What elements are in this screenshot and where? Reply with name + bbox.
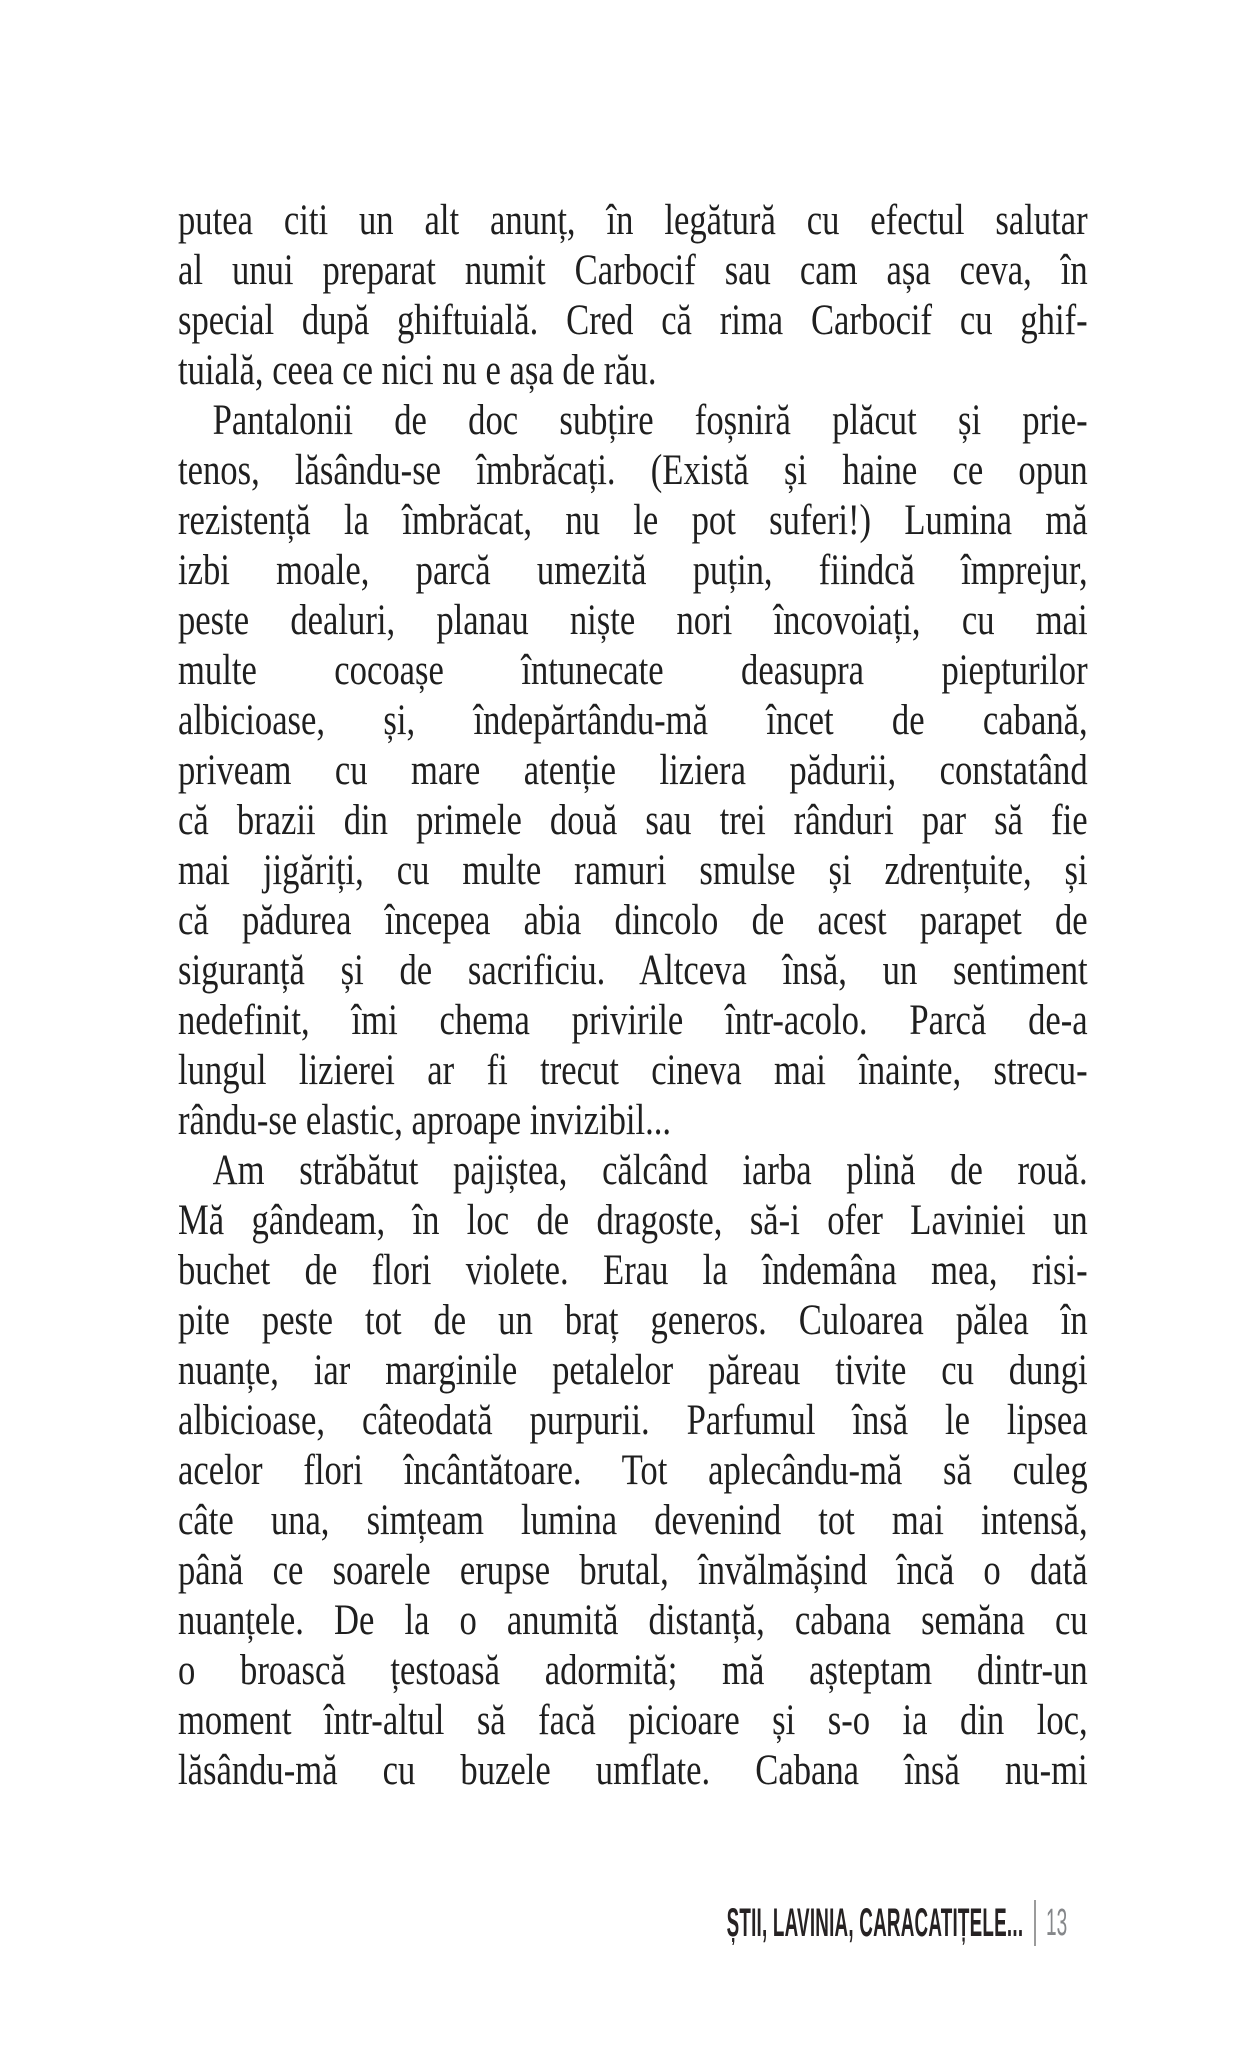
text-line: nuanțele. De la o anumită distanță, cabana semăna cu [178, 1597, 1088, 1644]
text-line: rându-se elastic, aproape invizibil... [178, 1097, 672, 1144]
footer-divider [1034, 1900, 1036, 1946]
text-line: mai jigăriți, cu multe ramuri smulse și zdrențuite, și [178, 847, 1088, 894]
text-line: câte una, simțeam lumina devenind tot mai intensă, [178, 1497, 1088, 1544]
text-line: pite peste tot de un braț generos. Culoarea pălea în [178, 1297, 1088, 1344]
text-line: lungul lizierei ar fi trecut cineva mai înainte, strecu- [178, 1047, 1088, 1094]
text-line: priveam cu mare atenție liziera pădurii, constatând [178, 747, 1088, 794]
text-line: Mă gândeam, în loc de dragoste, să-i ofer Laviniei un [178, 1197, 1088, 1244]
text-line: siguranță și de sacrificiu. Altceva însă, un sentiment [178, 947, 1088, 994]
text-line: albicioase, și, îndepărtându-mă încet de cabană, [178, 697, 1088, 744]
text-line: nuanțe, iar marginile petalelor păreau tivite cu dungi [178, 1347, 1088, 1394]
text-line: rezistență la îmbrăcat, nu le pot suferi!) Lumina mă [178, 497, 1088, 544]
text-line: izbi moale, parcă umezită puțin, fiindcă împrejur, [178, 547, 1088, 594]
text-line: Am străbătut pajiștea, călcând iarba plină de rouă. [212, 1147, 1088, 1194]
text-line: o broască țestoasă adormită; mă așteptam dintr-un [178, 1647, 1088, 1694]
text-line: multe cocoașe întunecate deasupra piepturilor [178, 647, 1088, 694]
text-line: că brazii din primele două sau trei rânduri par să fie [178, 797, 1088, 844]
page-footer [392, 1899, 1088, 1947]
text-line: peste dealuri, planau niște nori încovoiați, cu mai [178, 597, 1088, 644]
text-line: că pădurea începea abia dincolo de acest parapet de [178, 897, 1088, 944]
text-line: al unui preparat numit Carbocif sau cam așa ceva, în [178, 247, 1088, 294]
text-line: buchet de flori violete. Erau la îndemâna mea, risi- [178, 1247, 1088, 1294]
paragraph [178, 396, 1088, 1146]
text-line: tuială, ceea ce nici nu e așa de rău. [178, 347, 657, 394]
text-line: nedefinit, îmi chema privirile într-acolo. Parcă de-a [178, 997, 1088, 1044]
text-line: Pantalonii de doc subțire foșniră plăcut și prie- [212, 397, 1088, 444]
text-line: tenos, lăsându-se îmbrăcați. (Există și haine ce opun [178, 447, 1088, 494]
text-line: până ce soarele erupse brutal, învălmășind încă o dată [178, 1547, 1088, 1594]
body-text [178, 196, 1088, 1796]
text-line: albicioase, câteodată purpurii. Parfumul însă le lipsea [178, 1397, 1088, 1444]
text-line: moment într-altul să facă picioare și s-o ia din loc, [178, 1697, 1088, 1744]
running-title: ȘTII, LAVINIA, CARACATIȚELE... [727, 1900, 1024, 1945]
paragraph [178, 196, 1088, 396]
text-line: putea citi un alt anunț, în legătură cu efectul salutar [178, 197, 1088, 244]
text-line: acelor flori încântătoare. Tot aplecându-mă să culeg [178, 1447, 1088, 1494]
paragraph [178, 1146, 1088, 1796]
page-number: 13 [1045, 1901, 1067, 1944]
text-line: lăsându-mă cu buzele umflate. Cabana însă nu-mi [178, 1747, 1088, 1794]
text-line: special după ghiftuială. Cred că rima Carbocif cu ghif- [178, 297, 1088, 344]
